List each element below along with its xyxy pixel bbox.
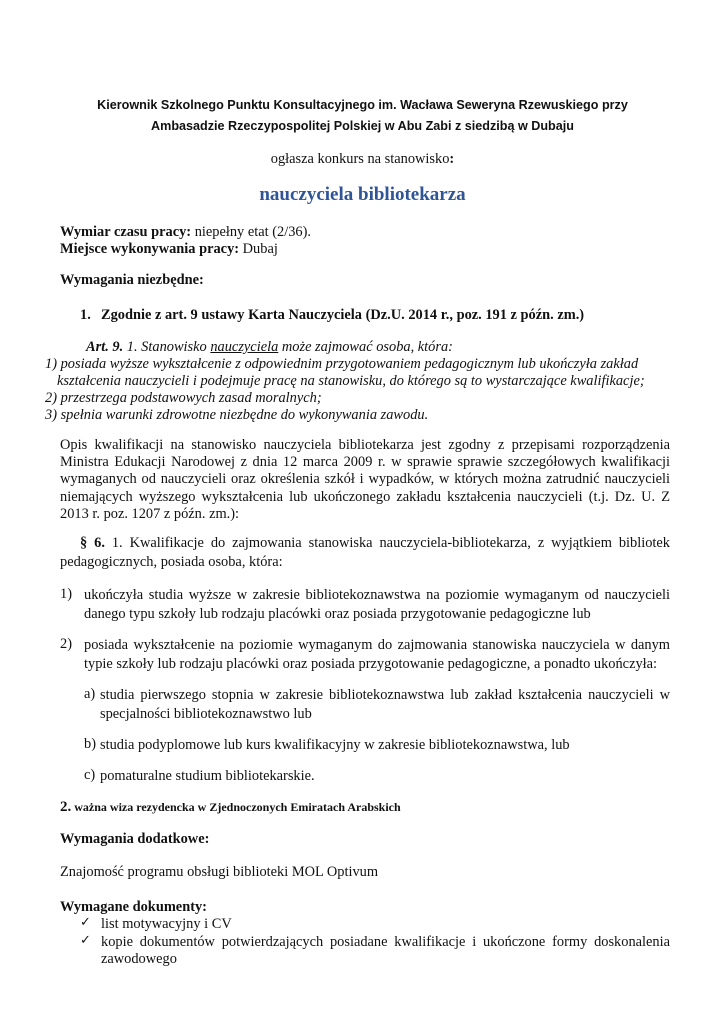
article-9-point-1a: 1) posiada wyższe wykształcenie z odpowiednim przygotowaniem pedagogicznym lub ukończyła zakład	[45, 356, 639, 372]
qualification-c-text: pomaturalne studium bibliotekarskie.	[100, 768, 315, 784]
qualification-1-number: 1)	[60, 586, 72, 602]
requirement-2	[60, 799, 401, 816]
qualification-a-text: studia pierwszego stopnia w zakresie bibliotekoznawstwa lub zakład kształcenia nauczycieli w specjalności bibliotekoznawstwo lub	[100, 687, 670, 722]
article-9-point-3: 3) spełnia warunki zdrowotne niezbędne do wykonywania zawodu.	[45, 407, 429, 423]
qualification-b-number: b)	[84, 736, 96, 752]
document-item-2: kopie dokumentów potwierdzających posiadane kwalifikacje i ukończone formy doskonalenia zawodowego	[101, 934, 670, 968]
article-9-text-b: może zajmować osoba, która:	[278, 339, 453, 355]
work-place-label: Miejsce wykonywania pracy:	[60, 241, 240, 257]
document-item-1: list motywacyjny i CV	[101, 916, 232, 932]
requirement-2-text: ważna wiza rezydencka w Zjednoczonych Emiratach Arabskich	[71, 800, 401, 814]
work-time	[60, 224, 311, 241]
check-icon: ✓	[80, 933, 91, 948]
article-9-label: Art. 9.	[86, 339, 124, 355]
article-9-point-1b: kształcenia nauczycieli i podejmuje pracę na stanowisku, do którego są to wystarczające kwalifikacje;	[57, 373, 645, 389]
announcement-colon: :	[449, 151, 455, 167]
requirement-1-number: 1.	[80, 307, 91, 323]
paragraph-6	[60, 534, 670, 572]
work-place	[60, 241, 278, 258]
qualification-2-number: 2)	[60, 636, 72, 652]
additional-heading: Wymagania dodatkowe:	[60, 831, 210, 847]
paragraph-6-text: 1. Kwalifikacje do zajmowania stanowiska nauczyciela-bibliotekarza, z wyjątkiem bibliotek pedagogicznych, posiada osoba, która:	[60, 535, 670, 570]
work-time-label: Wymiar czasu pracy:	[60, 224, 192, 240]
position-title: nauczyciela bibliotekarza	[259, 184, 466, 205]
additional-text: Znajomość programu obsługi biblioteki MOL Optivum	[60, 864, 379, 880]
qualification-b-text: studia podyplomowe lub kurs kwalifikacyjny w zakresie bibliotekoznawstwa, lub	[100, 737, 570, 753]
paragraph-6-label: § 6.	[80, 535, 105, 551]
article-9-point-2: 2) przestrzega podstawowych zasad moralnych;	[45, 390, 322, 406]
qualification-1-text: ukończyła studia wyższe w zakresie bibliotekoznawstwa na poziomie wymaganym od nauczycieli danego typu szkoły lub rodzaju placówki oraz posiada przygotowanie pedagogiczne lub	[84, 587, 670, 622]
qualification-2-text: posiada wykształcenie na poziomie wymaganym do zajmowania stanowiska nauczyciela w danym typie szkoły lub rodzaju placówki oraz posiada przygotowanie pedagogiczne, a ponadto ukończyła:	[84, 637, 670, 672]
requirement-1-text: Zgodnie z art. 9 ustawy Karta Nauczyciela (Dz.U. 2014 r., poz. 191 z późn. zm.)	[101, 307, 585, 323]
qualification-a-number: a)	[84, 686, 96, 702]
article-9-intro	[86, 339, 453, 356]
header-line-1: Kierownik Szkolnego Punktu Konsultacyjnego im. Wacława Seweryna Rzewuskiego przy	[97, 98, 628, 112]
article-9-text-a: 1. Stanowisko	[123, 339, 211, 355]
work-place-value: Dubaj	[239, 241, 278, 257]
article-9-text-underlined: nauczyciela	[210, 339, 279, 355]
qualification-description: Opis kwalifikacji na stanowisko nauczyciela bibliotekarza jest zgodny z przepisami rozporządzenia Ministra Edukacji Narodowej z dnia 12 marca 2009 r. w sprawie sprawie szczegółowych kwalifikacji wymaganych od nauczycieli oraz określenia szkół i wypadków, w których można zatrudnić nauczycieli niemających wyższego wykształcenia lub ukończonego zakładu kształcenia nauczycieli (t.j. Dz. U. Z 2013 r. poz. 1207 z późn. zm.):	[60, 437, 670, 522]
requirement-2-number: 2.	[60, 799, 72, 815]
announcement-text: ogłasza konkurs na stanowisko	[270, 151, 450, 167]
work-time-value: niepełny etat (2/36).	[191, 224, 311, 240]
announcement	[60, 151, 665, 168]
check-icon: ✓	[80, 915, 91, 930]
header-line-2: Ambasadzie Rzeczypospolitej Polskiej w Abu Zabi z siedzibą w Dubaju	[151, 119, 574, 133]
requirements-heading: Wymagania niezbędne:	[60, 272, 204, 288]
documents-heading: Wymagane dokumenty:	[60, 899, 207, 915]
qualification-c-number: c)	[84, 767, 96, 783]
